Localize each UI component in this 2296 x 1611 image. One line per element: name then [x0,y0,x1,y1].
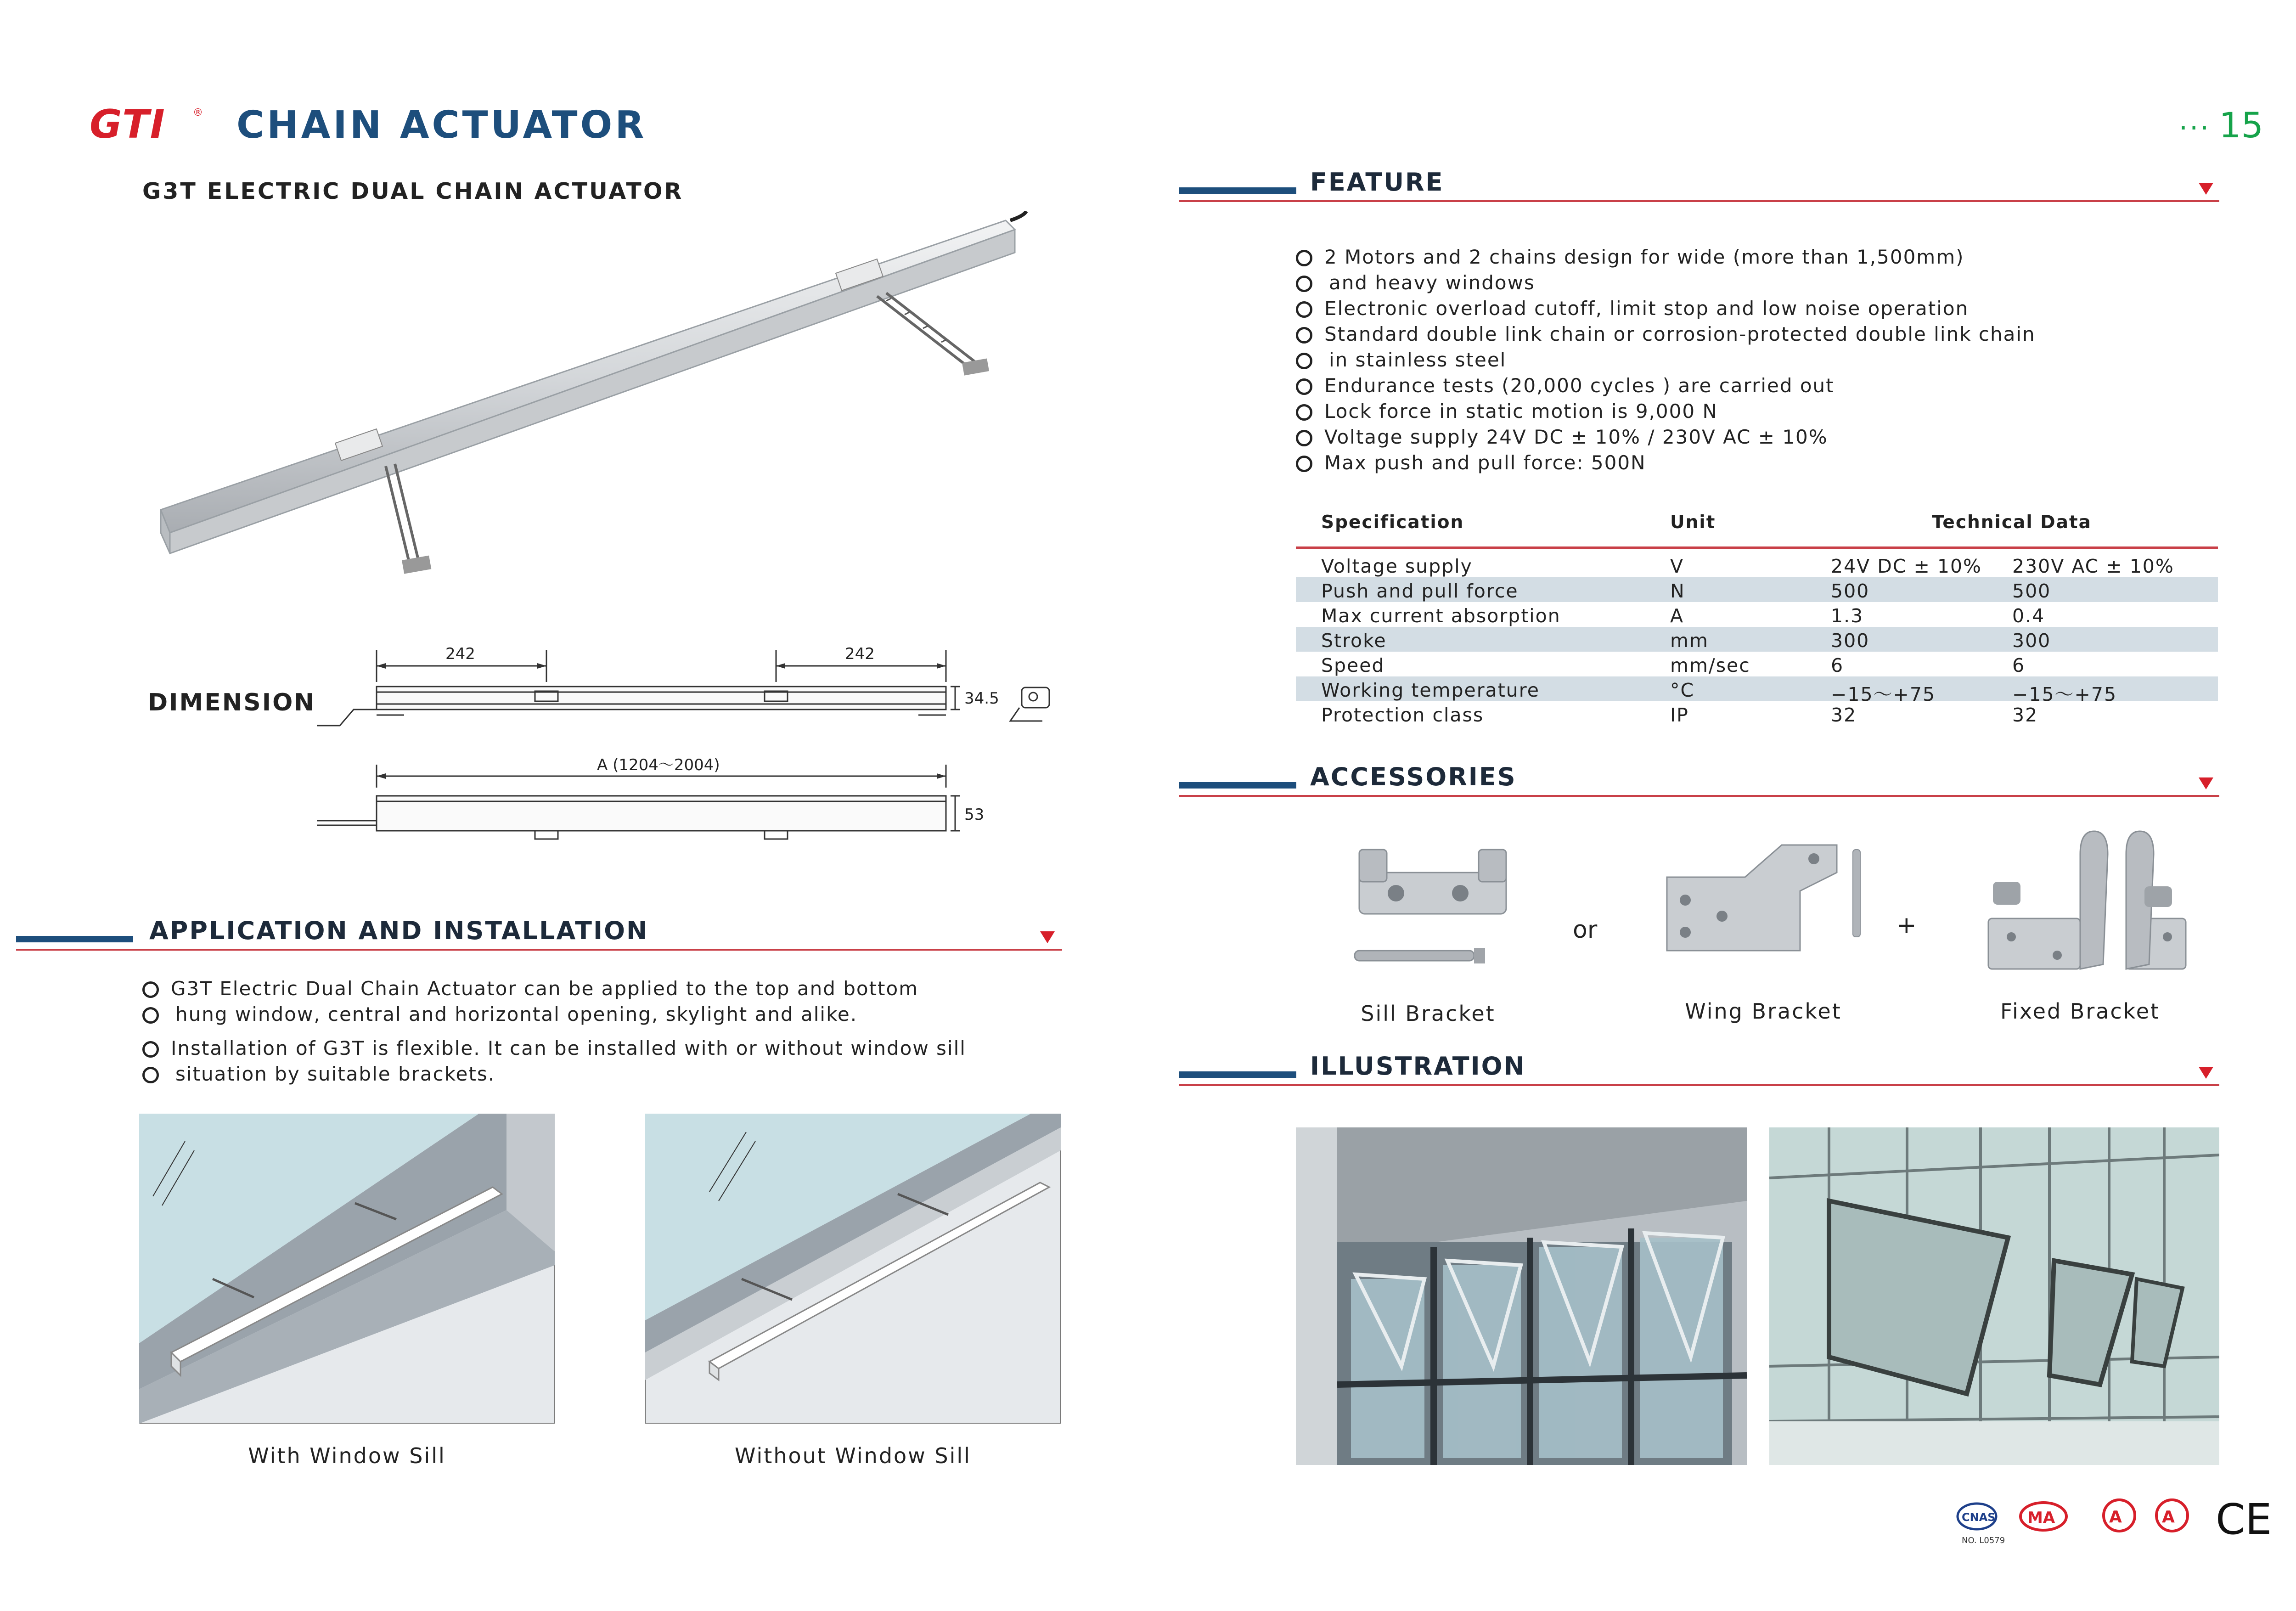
feature-title: FEATURE [1310,168,1444,197]
illustration-header [1179,1054,2219,1086]
application-item-cont: hung window, central and horizontal opening, skylight and alike. [142,1002,1061,1027]
table-row: Stroke mm 300 300 [1296,627,2218,652]
feature-item: Endurance tests (20,000 cycles ) are carried out [1296,373,2214,399]
dimension-drawing [312,641,1075,861]
page-number [2179,105,2263,146]
dim-height-top: 34.5 [964,689,999,708]
application-list [142,976,1061,1087]
table-row: Voltage supply V 24V DC ± 10% 230V AC ± 10% [1321,555,2174,577]
application-item-cont: situation by suitable brackets. [142,1061,1061,1087]
table-row: Protection class IP 32 32 [1321,704,2038,726]
feature-arrow-icon [2199,183,2213,195]
accessories-arrow-icon [2199,777,2213,789]
without-sill-image [645,1114,1061,1424]
svg-text:A: A [2162,1508,2175,1527]
wing-bracket-image [1662,836,1874,969]
wing-bracket-caption: Wing Bracket [1685,999,1842,1024]
accessory-plus: + [1896,912,1917,939]
application-arrow-icon [1040,931,1055,943]
svg-text:GTI: GTI [90,105,166,146]
feature-item: Electronic overload cutoff, limit stop and low noise operation [1296,296,2214,321]
svg-text:CNAS: CNAS [1962,1511,1996,1524]
spec-table [1296,507,2218,726]
application-item: Installation of G3T is flexible. It can be installed with or without window sill [142,1036,1061,1061]
illustration-rule [1179,1084,2219,1086]
application-rule [16,949,1062,951]
accessory-or: or [1573,916,1598,944]
header-data: Technical Data [1932,512,2092,533]
illustration-arrow-icon [2199,1067,2213,1079]
fixed-bracket-image [1975,827,2190,978]
table-row: Max current absorption A 1.3 0.4 [1321,605,2045,627]
dim-length: A (1204～2004) [597,756,720,774]
accessories-bar [1179,782,1296,789]
svg-text:®: ® [193,107,203,118]
sill-bracket-caption: Sill Bracket [1361,1001,1496,1026]
header-spec: Specification [1321,512,1464,533]
svg-text:MA: MA [2027,1509,2055,1527]
dim-width-right: 242 [845,645,875,663]
feature-item-cont: in stainless steel [1296,347,2214,373]
feature-item: 2 Motors and 2 chains design for wide (more than 1,500mm) [1296,244,2214,270]
illustration-title: ILLUSTRATION [1310,1052,1526,1081]
feature-header [1179,170,2219,202]
cnas-number: NO. L0579 [1962,1536,2005,1545]
page-dots: ··· [2179,112,2211,144]
dim-width-left: 242 [445,645,475,663]
application-bar [16,936,133,942]
page-number-value: 15 [2219,105,2263,146]
without-sill-caption: Without Window Sill [735,1443,971,1468]
dim-height-bottom: 53 [964,806,985,824]
gti-logo [90,105,204,146]
with-sill-image [139,1114,555,1424]
application-title: APPLICATION AND INSTALLATION [149,916,649,945]
with-sill-caption: With Window Sill [248,1443,446,1468]
feature-item: Voltage supply 24V DC ± 10% / 230V AC ± 10% [1296,424,2214,450]
feature-rule [1179,200,2219,202]
dimension-label: DIMENSION [148,689,315,716]
certification-logos [1952,1497,2273,1552]
fixed-bracket-caption: Fixed Bracket [2000,999,2161,1024]
feature-item: Standard double link chain or corrosion-protected double link chain [1296,321,2214,347]
feature-item-cont: and heavy windows [1296,270,2214,296]
ce-mark: CE [2216,1497,2272,1544]
feature-item: Max push and pull force: 500N [1296,450,2214,476]
accessories-title: ACCESSORIES [1310,762,1517,791]
product-image [152,211,1047,597]
illustration-photo-2 [1769,1127,2219,1465]
svg-text:A: A [2109,1508,2122,1527]
sill-bracket-image [1345,840,1515,978]
accessories-header [1179,762,2219,797]
application-item: G3T Electric Dual Chain Actuator can be applied to the top and bottom [142,976,1061,1002]
feature-bar [1179,187,1296,194]
product-subtitle: G3T ELECTRIC DUAL CHAIN ACTUATOR [142,178,684,204]
illustration-bar [1179,1071,1296,1078]
feature-item: Lock force in static motion is 9,000 N [1296,399,2214,424]
spec-table-header [1296,507,2218,549]
illustration-photo-1 [1296,1127,1747,1465]
page-title: CHAIN ACTUATOR [236,103,647,147]
application-header [16,918,1062,951]
table-row: Working temperature °C −15～+75 −15～+75 [1296,676,2218,701]
table-row: Speed mm/sec 6 6 [1321,654,2026,676]
header-unit: Unit [1670,512,1716,533]
table-row: Push and pull force N 500 500 [1296,577,2218,602]
feature-list [1296,244,2214,476]
accessories-rule [1179,795,2219,797]
